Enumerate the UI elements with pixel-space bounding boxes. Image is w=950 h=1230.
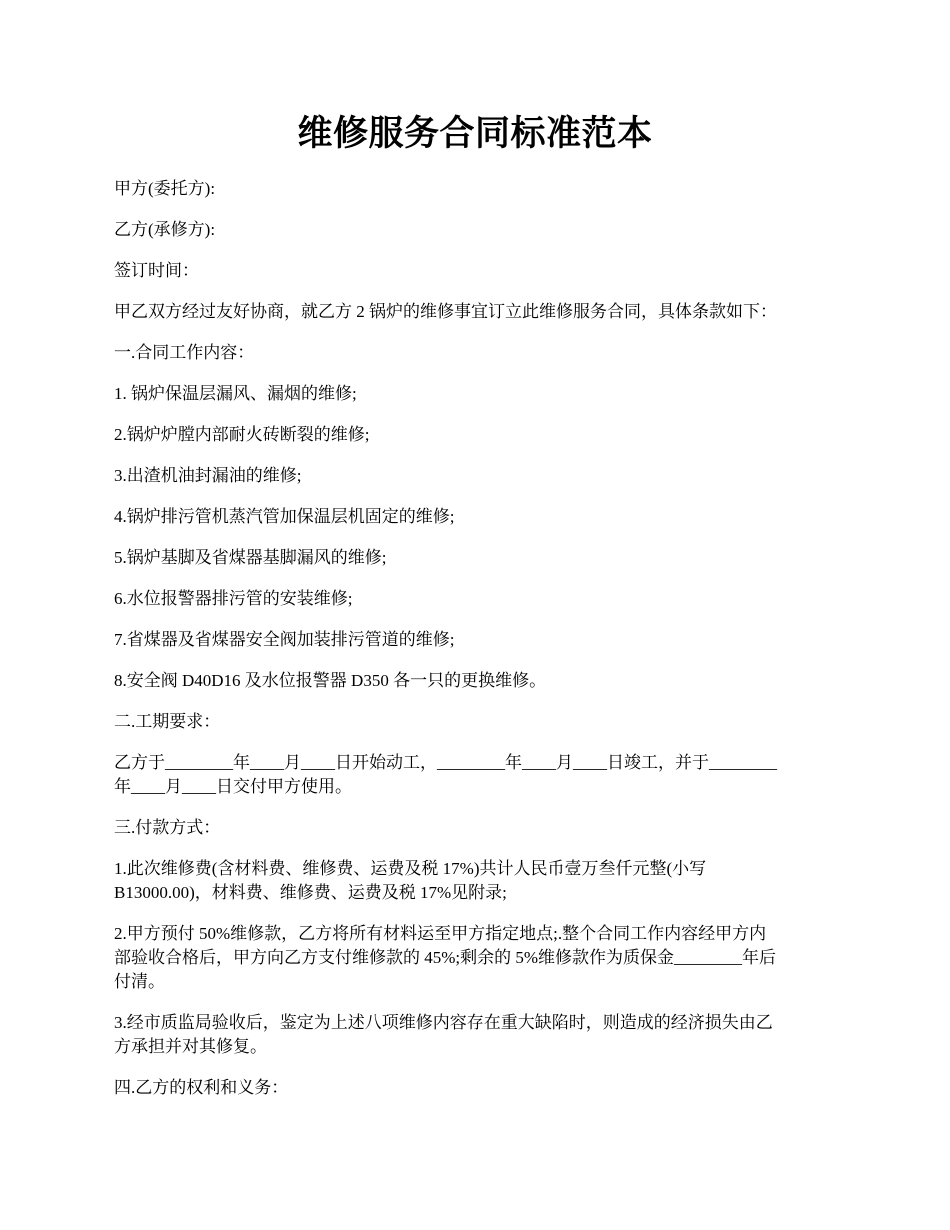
party-a-line: 甲方(委托方): xyxy=(114,179,216,198)
work-item-3: 3.出渣机油封漏油的维修; xyxy=(114,466,302,485)
intro-paragraph: 甲乙双方经过友好协商，就乙方 2 锅炉的维修事宜订立此维修服务合同，具体条款如下： xyxy=(114,302,777,321)
document-title: 维修服务合同标准范本 xyxy=(297,114,653,153)
payment-item-2: 2.甲方预付 50%维修款，乙方将所有材料运至甲方指定地点;.整个合同工作内容经甲方内 部验收合格后，甲方向乙方支付维修款的 45%;剩余的 5%维修款作为质保金________年后 付清。 xyxy=(114,924,777,991)
party-b-line: 乙方(承修方): xyxy=(114,220,216,239)
signing-date-line: 签订时间： xyxy=(114,261,199,280)
work-item-4: 4.锅炉排污管机蒸汽管加保温层机固定的维修; xyxy=(114,507,455,526)
work-item-8: 8.安全阀 D40D16 及水位报警器 D350 各一只的更换维修。 xyxy=(114,671,547,690)
payment-item-1: 1.此次维修费(含材料费、维修费、运费及税 17%)共计人民币壹万叁仟元整(小写 B13000.00)，材料费、维修费、运费及税 17%见附录; xyxy=(114,859,707,902)
payment-item-3: 3.经市质监局验收后，鉴定为上述八项维修内容存在重大缺陷时，则造成的经济损失由乙 方承担并对其修复。 xyxy=(114,1013,773,1056)
section-heading-work-content: 一.合同工作内容： xyxy=(114,343,255,362)
document-body xyxy=(114,177,838,1100)
work-item-7: 7.省煤器及省煤器安全阀加装排污管道的维修; xyxy=(114,630,455,649)
section-heading-schedule: 二.工期要求： xyxy=(114,712,221,731)
work-item-6: 6.水位报警器排污管的安装维修; xyxy=(114,589,353,608)
section-heading-payment: 三.付款方式： xyxy=(114,818,221,837)
work-item-2: 2.锅炉炉膛内部耐火砖断裂的维修; xyxy=(114,425,370,444)
work-item-1: 1. 锅炉保温层漏风、漏烟的维修; xyxy=(114,384,357,403)
section-heading-party-b-rights: 四.乙方的权利和义务： xyxy=(114,1078,289,1097)
schedule-paragraph: 乙方于________年____月____日开始动工，________年____月____日竣工，并于________ 年____月____日交付甲方使用。 xyxy=(114,753,777,796)
work-item-5: 5.锅炉基脚及省煤器基脚漏风的维修; xyxy=(114,548,387,567)
